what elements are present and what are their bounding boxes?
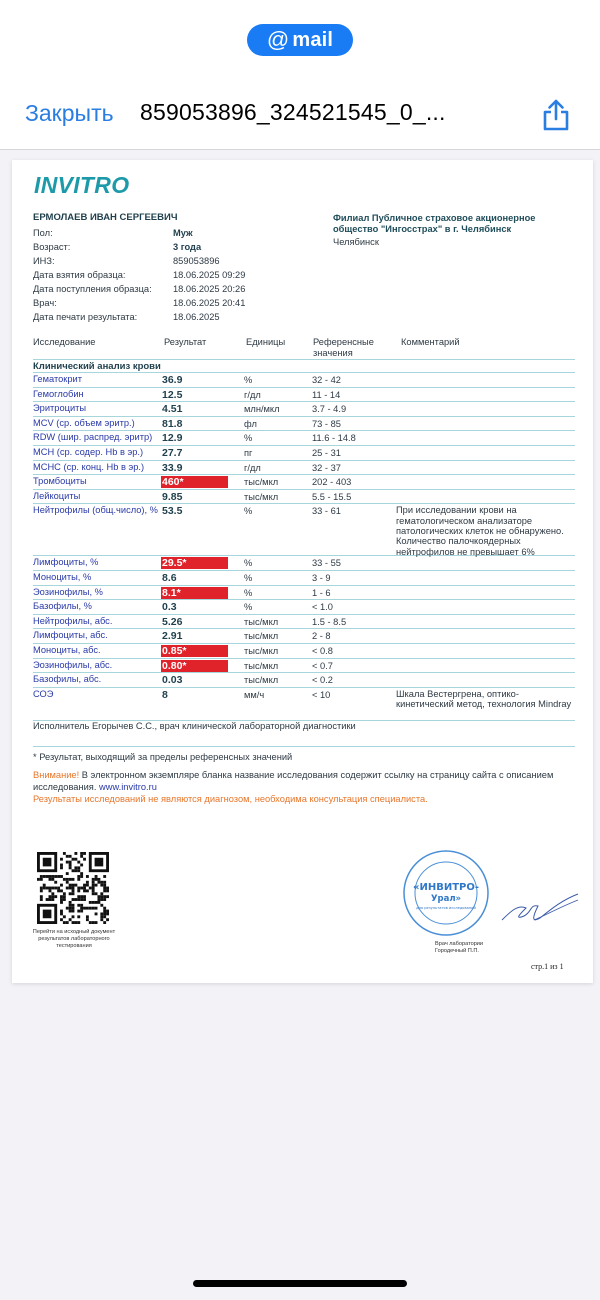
reference-range: < 10 [312, 689, 331, 700]
table-row [33, 571, 575, 586]
result-value: 4.51 [162, 403, 183, 416]
field-value: 18.06.2025 20:26 [173, 284, 246, 294]
test-name-link[interactable]: Лимфоциты, абс. [33, 630, 108, 641]
reference-range: 32 - 42 [312, 375, 341, 385]
units: тыс/мкл [244, 631, 279, 642]
reference-range: 1 - 6 [312, 587, 331, 598]
table-row [33, 673, 575, 688]
table-row [33, 659, 575, 674]
reference-range: 11 - 14 [312, 389, 341, 400]
city: Челябинск [333, 237, 379, 247]
table-row [33, 388, 575, 403]
patient-field [33, 282, 245, 296]
table-row [33, 629, 575, 644]
result-value: 12.9 [162, 432, 183, 445]
field-label: Дата поступления образца: [33, 284, 152, 294]
units: пг [244, 447, 253, 458]
reference-range: 33 - 55 [312, 558, 341, 569]
units: млн/мкл [244, 404, 280, 415]
at-icon: @ [266, 27, 290, 52]
table-row [33, 556, 575, 571]
table-row [33, 417, 575, 432]
units: тыс/мкл [244, 660, 279, 671]
field-label: Дата взятия образца: [33, 270, 126, 280]
share-button[interactable] [540, 98, 572, 132]
header-reference: Референсные значения [313, 337, 374, 358]
reference-range: 32 - 37 [312, 462, 341, 473]
test-name-link[interactable]: Моноциты, % [33, 571, 92, 582]
result-value: 36.9 [162, 374, 183, 386]
reference-range: 33 - 61 [312, 506, 341, 517]
field-value: 3 года [173, 242, 202, 252]
patient-field [33, 310, 245, 324]
footnote: * Результат, выходящий за пределы референсных значений [33, 752, 293, 762]
reference-range: 5.5 - 15.5 [312, 491, 352, 502]
close-button[interactable]: Закрыть [25, 100, 114, 126]
field-value: 859053896 [173, 256, 220, 266]
units: % [244, 506, 253, 517]
units: % [244, 433, 253, 444]
test-name-link[interactable]: Эозинофилы, абс. [33, 659, 113, 670]
mail-label: mail [292, 28, 334, 51]
invitro-logo: INVITRO [34, 172, 130, 198]
patient-field [33, 268, 245, 282]
reference-range: 1.5 - 8.5 [312, 616, 347, 627]
stamp-subtitle: Урал» [430, 894, 462, 904]
table-row [33, 431, 575, 446]
result-value-flagged: 0.85* [161, 645, 228, 657]
result-value-flagged: 8.1* [161, 587, 228, 599]
table-row [33, 688, 575, 721]
test-name-link[interactable]: Моноциты, абс. [33, 644, 101, 655]
invitro-link[interactable]: www.invitro.ru [99, 782, 157, 792]
stamp-small: для результатов исследований [416, 906, 476, 910]
table-row [33, 504, 575, 556]
test-name-link[interactable]: Гемоглобин [33, 388, 84, 399]
units: тыс/мкл [244, 491, 279, 502]
test-name-link[interactable]: MCHC (ср. конц. Hb в эр.) [33, 461, 145, 472]
result-value: 0.3 [162, 601, 177, 614]
reference-range: < 0.7 [312, 660, 333, 671]
result-value-flagged: 460* [161, 476, 228, 488]
doctor-signature-label: Врач лаборатории Городечный П.П. [435, 941, 484, 954]
patient-field [33, 296, 245, 310]
home-indicator[interactable] [193, 1280, 407, 1287]
table-row [33, 644, 575, 659]
units: % [244, 572, 253, 583]
units: тыс/мкл [244, 645, 279, 656]
units: г/дл [244, 389, 261, 400]
reference-range: < 0.8 [312, 645, 333, 656]
organization-name: Филиал Публичное страховое акционерное общество "Ингосстрах" в г. Челябинск [333, 213, 536, 234]
result-value: 8 [162, 688, 168, 701]
qr-code-icon[interactable] [37, 852, 109, 924]
result-value: 0.03 [162, 674, 183, 687]
reference-range: 11.6 - 14.8 [312, 433, 356, 444]
test-name-link[interactable]: Базофилы, % [33, 601, 92, 612]
document-page[interactable] [12, 160, 593, 983]
table-row [33, 373, 575, 388]
table-row [33, 600, 575, 615]
test-name-link[interactable]: СОЭ [33, 688, 54, 699]
mail-source-badge[interactable] [247, 24, 353, 56]
comment: При исследовании крови на гематологическом анализаторе патологических клеток не обнаружено. Количество палочкоядерных нейтрофилов не превышает 6% [396, 505, 564, 557]
warning-text [33, 769, 578, 793]
field-label: Дата печати результата: [33, 312, 138, 322]
test-name-link[interactable]: Эозинофилы, % [33, 586, 103, 597]
units: тыс/мкл [244, 477, 279, 488]
field-value: 18.06.2025 20:41 [173, 298, 246, 308]
test-name-link[interactable]: RDW (шир. распред. эритр) [33, 432, 153, 443]
result-value: 27.7 [162, 446, 183, 459]
reference-range: < 0.2 [312, 675, 333, 686]
test-name-link[interactable]: Лейкоциты [33, 490, 81, 501]
field-value: 18.06.2025 09:29 [173, 270, 246, 280]
test-name-link[interactable]: Эритроциты [33, 403, 87, 414]
reference-range: 2 - 8 [312, 631, 331, 642]
units: % [244, 558, 253, 569]
units: г/дл [244, 462, 261, 473]
units: % [244, 602, 253, 613]
reference-range: 25 - 31 [312, 447, 341, 458]
qr-caption: Перейти на исходный документ результатов лабораторного тестирования [32, 929, 116, 950]
header-comment: Комментарий [401, 337, 460, 347]
disclaimer: Результаты исследований не являются диагнозом, необходима консультация специалиста. [33, 794, 428, 804]
reference-range: 3.7 - 4.9 [312, 404, 347, 415]
test-name-link[interactable]: MCH (ср. содер. Hb в эр.) [33, 446, 144, 457]
units: тыс/мкл [244, 616, 279, 627]
field-label: Врач: [33, 298, 57, 308]
stamp-icon [402, 849, 490, 937]
result-value: 81.8 [162, 417, 183, 430]
header-units: Единицы [246, 337, 286, 347]
viewer-header [0, 0, 600, 150]
test-name-link[interactable]: Лимфоциты, % [33, 557, 99, 568]
warning-prefix: Внимание! [33, 770, 80, 780]
reference-range: < 1.0 [312, 602, 333, 613]
table-row [33, 586, 575, 601]
reference-range: 3 - 9 [312, 572, 331, 583]
warning-body: В электронном экземпляре бланка название исследования содержит ссылку на страницу сайта с описанием исследования. [33, 770, 554, 792]
share-icon [540, 98, 572, 132]
stamp-title: «ИНВИТРО- [413, 882, 479, 893]
test-name-link[interactable]: Гематокрит [33, 374, 82, 384]
result-value: 12.5 [162, 388, 183, 401]
executor: Исполнитель Егорычев С.С., врач клинической лабораторной диагностики [33, 721, 575, 747]
signature-icon [500, 890, 580, 930]
header-result: Результат [164, 337, 207, 347]
section-title: Клинический анализ крови [33, 359, 575, 373]
result-value: 2.91 [162, 630, 183, 643]
patient-name: ЕРМОЛАЕВ ИВАН СЕРГЕЕВИЧ [33, 212, 178, 223]
test-name-link[interactable]: Базофилы, абс. [33, 674, 102, 685]
table-row [33, 461, 575, 476]
result-value: 5.26 [162, 615, 183, 628]
table-row [33, 446, 575, 461]
field-label: Возраст: [33, 242, 71, 252]
result-value: 9.85 [162, 490, 183, 503]
units: % [244, 375, 253, 385]
units: % [244, 587, 253, 598]
test-name-link[interactable]: MCV (ср. объем эритр.) [33, 417, 135, 428]
reference-range: 73 - 85 [312, 418, 341, 429]
results-table [33, 373, 575, 721]
field-label: ИНЗ: [33, 256, 55, 266]
units: тыс/мкл [244, 675, 279, 686]
page-number: стр.1 из 1 [531, 962, 564, 971]
file-title: 859053896_324521545_0_... [140, 99, 446, 125]
table-row [33, 490, 575, 505]
table-row [33, 475, 575, 490]
patient-info [33, 226, 245, 324]
result-value: 53.5 [162, 505, 183, 518]
units: фл [244, 418, 257, 429]
header-test: Исследование [33, 337, 96, 347]
result-value: 33.9 [162, 461, 183, 474]
field-value: Муж [173, 228, 193, 238]
comment: Шкала Вестергрена, оптико-кинетический метод, технология Mindray [396, 688, 572, 709]
patient-field [33, 254, 245, 268]
field-value: 18.06.2025 [173, 312, 220, 322]
result-value: 8.6 [162, 571, 177, 584]
reference-range: 202 - 403 [312, 477, 352, 488]
test-name-link[interactable]: Тромбоциты [33, 476, 87, 487]
units: мм/ч [244, 689, 265, 700]
patient-field [33, 226, 245, 240]
result-value-flagged: 29.5* [161, 557, 228, 569]
table-row [33, 402, 575, 417]
patient-field [33, 240, 245, 254]
result-value-flagged: 0.80* [161, 660, 228, 672]
table-row [33, 615, 575, 630]
field-label: Пол: [33, 228, 53, 238]
test-name-link[interactable]: Нейтрофилы (общ.число), % [33, 505, 158, 516]
test-name-link[interactable]: Нейтрофилы, абс. [33, 615, 113, 626]
table-header [33, 337, 575, 359]
